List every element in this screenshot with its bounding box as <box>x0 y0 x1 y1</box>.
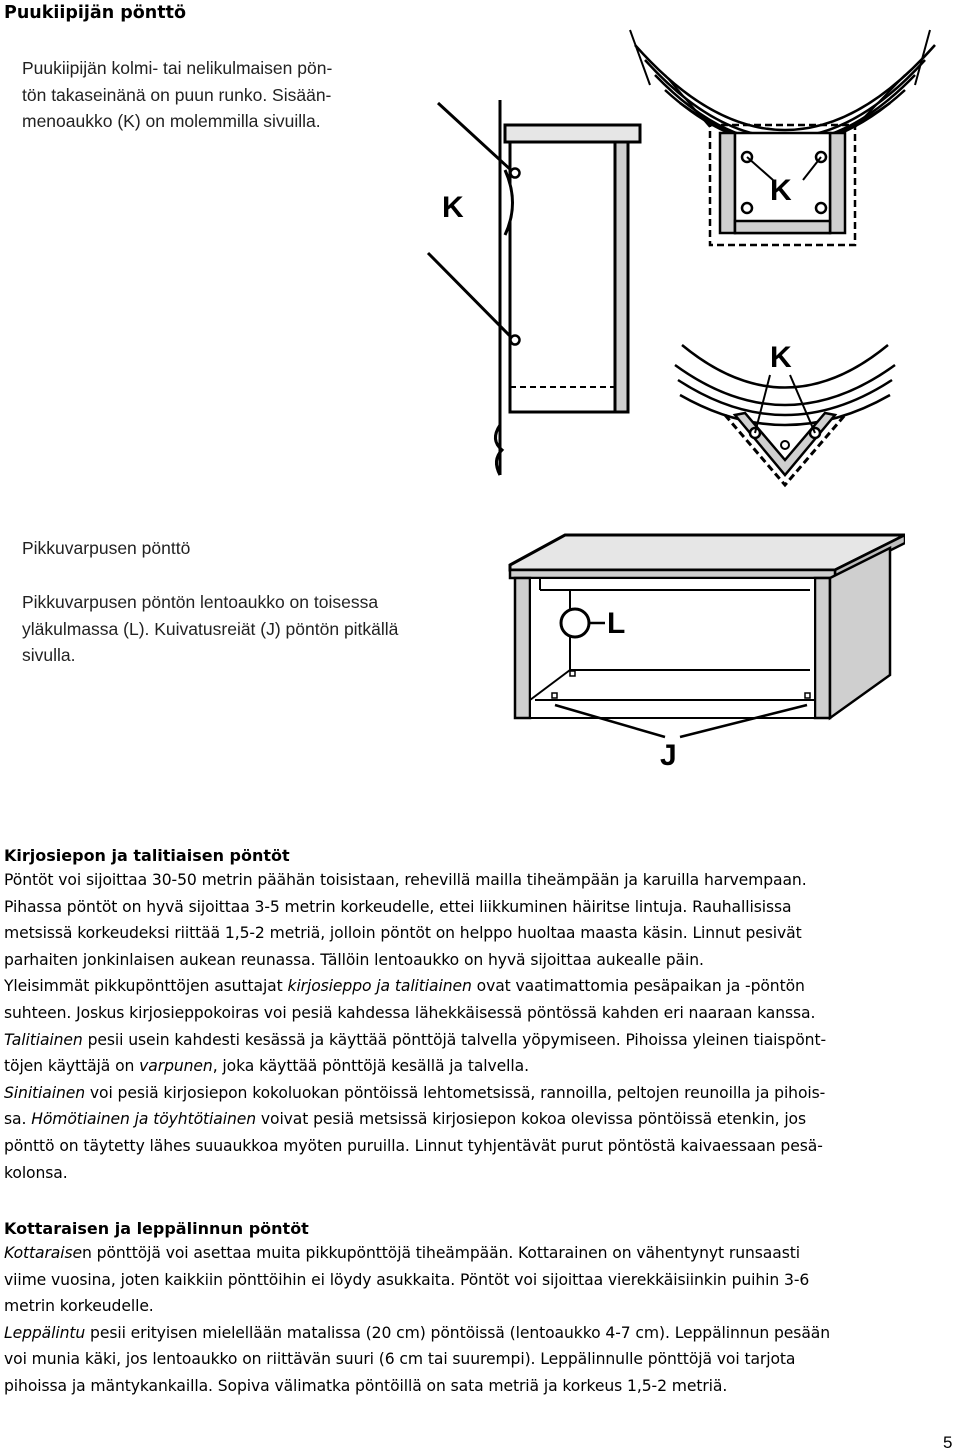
section-title-treecreeper: Puukiipijän pönttö <box>4 3 187 23</box>
treecreeper-description <box>22 55 422 135</box>
sparrow-description <box>22 589 482 669</box>
label-j: J <box>660 739 677 772</box>
label-k-triangle: K <box>770 341 792 374</box>
tits-body <box>4 867 954 1186</box>
tits-line-1: Pöntöt voi sijoittaa 30-50 metrin päähän toisistaan, rehevillä mailla tiheämpään ja karuilla harvempaan. <box>4 871 807 889</box>
treecreeper-triangle-box-diagram <box>670 335 900 495</box>
tits-line-8: töjen käyttäjä on varpunen, joka käyttää pönttöjä kesällä ja talvella. <box>4 1057 529 1076</box>
sparrow-line-2: yläkulmassa (L). Kuivatusreiät (J) pöntön pitkällä <box>22 618 399 639</box>
section-title-starling: Kottaraisen ja leppälinnun pöntöt <box>4 1219 309 1238</box>
treecreeper-side-view-diagram <box>420 95 650 480</box>
starling-line-3: metrin korkeudelle. <box>4 1297 154 1316</box>
sparrow-box-diagram <box>495 515 905 775</box>
section-title-tits: Kirjosiepon ja talitiaisen pöntöt <box>4 846 290 865</box>
starling-line-6: pihoissa ja mäntykankailla. Sopiva välimatka pöntöillä on sata metriä ja korkeus 1,5-2 metriä. <box>4 1376 728 1395</box>
tits-line-11: pönttö on täytetty lähes suuaukkoa myöten puruilla. Linnut tyhjentävät purut pöntöstä kaivaessaan pesä- <box>4 1136 823 1155</box>
starling-line-4: Leppälintu pesii erityisen mielellään matalissa (20 cm) pöntöissä (lentoaukko 4-7 cm). Leppälinnun pesään <box>4 1323 831 1342</box>
treecreeper-line-2: tön takaseinänä on puun runko. Sisään- <box>22 84 332 105</box>
tits-line-6: suhteen. Joskus kirjosieppokoiras voi pesiä kahdessa lähekkäisessä pöntössä kahden eri naaraan kanssa. <box>4 1003 816 1022</box>
starling-body <box>4 1240 954 1400</box>
tits-line-7: Talitiainen pesii usein kahdesti kesässä ja käyttää pönttöjä talvella yöpymiseen. Pihoissa yleinen tiaispönt- <box>4 1030 826 1049</box>
sparrow-line-1: Pikkuvarpusen pöntön lentoaukko on toisessa <box>22 592 379 612</box>
treecreeper-line-3: menoaukko (K) on molemmilla sivuilla. <box>22 111 321 131</box>
label-l: L <box>607 607 626 640</box>
tits-line-12: kolonsa. <box>4 1163 68 1182</box>
tits-line-4: parhaiten jonkinlaisen aukean reunassa. Tällöin lentoaukko on hyvä sijoittaa aukealle päin. <box>4 950 704 969</box>
section-title-sparrow: Pikkuvarpusen pönttö <box>22 538 191 558</box>
tits-line-9: Sinitiainen voi pesiä kirjosiepon kokoluokan pöntöissä lehtometsissä, rannoilla, peltojen reunoilla ja pihois- <box>4 1083 826 1102</box>
starling-line-2: viime vuosina, joten kaikkiin pönttöihin ei löydy asukkaita. Pöntöt voi sijoittaa vierekkäisiinkin puihin 3-6 <box>4 1270 810 1289</box>
label-k-side: K <box>442 191 464 224</box>
label-k-square: K <box>770 174 792 207</box>
tits-line-5: Yleisimmät pikkupönttöjen asuttajat kirjosieppo ja talitiainen ovat vaatimattomia pesäpaikan ja -pöntön <box>4 977 805 996</box>
tits-line-2: Pihassa pöntöt on hyvä sijoittaa 3-5 metrin korkeudelle, ettei liikkuminen häiritse lintuja. Rauhallisissa <box>4 897 792 916</box>
page-number: 5 <box>943 1433 953 1452</box>
treecreeper-line-1: Puukiipijän kolmi- tai nelikulmaisen pön- <box>22 58 333 78</box>
tits-line-3: metsissä korkeudeksi riittää 1,5-2 metriä, jolloin pöntöt on helppo huoltaa maasta käsin. Linnut pesivät <box>4 924 802 943</box>
starling-line-1: Kottaraisen pönttöjä voi asettaa muita pikkupönttöjä tiheämpään. Kottarainen on vähentynyt runsaasti <box>4 1244 800 1262</box>
treecreeper-square-box-diagram <box>625 15 945 260</box>
sparrow-line-3: sivulla. <box>22 645 76 665</box>
starling-line-5: voi munia käki, jos lentoaukko on riittävän suuri (6 cm tai suurempi). Leppälinnulle pönttöjä voi tarjota <box>4 1350 796 1369</box>
tits-line-10: sa. Hömötiainen ja töyhtötiainen voivat pesiä metsissä kirjosiepon kokoa olevissa pöntöissä etenkin, jos <box>4 1110 807 1129</box>
